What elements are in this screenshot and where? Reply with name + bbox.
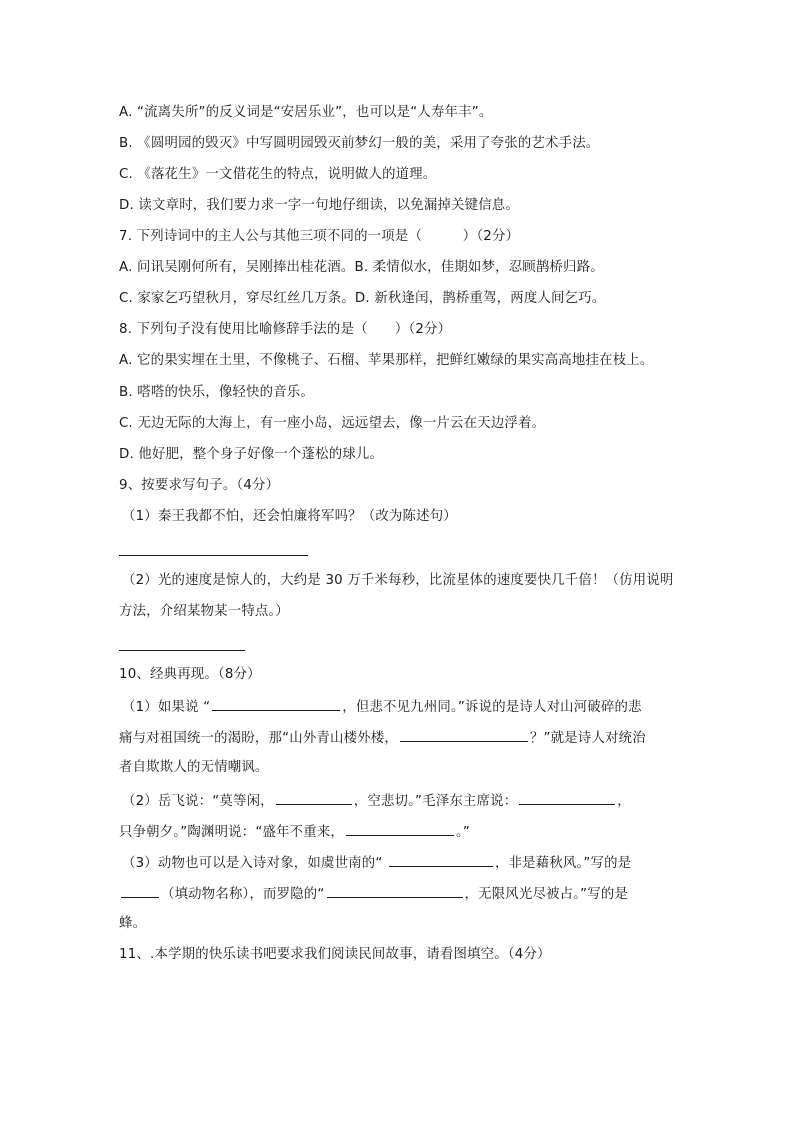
- text: （1）如果说 “: [122, 700, 211, 715]
- text: ，非是藉秋风。”写的是: [494, 856, 632, 871]
- question-8: 8. 下列句子没有使用比喻修辞手法的是（ ）（2分）: [119, 322, 452, 337]
- text: ，但悲不见九州同。”诉说的是诗人对山河破碎的悲: [342, 700, 642, 715]
- question-8-option-d: D. 他好肥，整个身子好像一个蓬松的球儿。: [119, 447, 384, 462]
- question-10-part-1-line-3: 者自欺欺人的无情嘲讽。: [119, 760, 269, 775]
- fill-blank[interactable]: [400, 728, 528, 742]
- text: ，无限风光尽被占。”写的是: [464, 887, 629, 902]
- question-9-part-2-line-1: （2）光的速度是惊人的，大约是 30 万千米每秒，比流星体的速度要快几千倍！（仿用说明: [122, 573, 674, 588]
- fill-blank[interactable]: [519, 791, 615, 805]
- question-9-part-1: （1）秦王我都不怕，还会怕廉将军吗？（改为陈述句）: [122, 509, 457, 524]
- fill-blank[interactable]: [327, 884, 463, 898]
- text: ，空悲切。”毛泽东主席说：: [353, 794, 518, 809]
- text: （填动物名称），而罗隐的“: [161, 887, 325, 902]
- fill-blank[interactable]: [389, 853, 493, 867]
- fill-blank[interactable]: [212, 697, 340, 711]
- question-7-options-ab: A. 问讯吴刚何所有，吴刚捧出桂花酒。B. 柔情似水，佳期如梦，忍顾鹊桥归路。: [119, 260, 604, 275]
- option-c-q6: C. 《落花生》一文借花生的特点，说明做人的道理。: [119, 167, 437, 182]
- question-8-option-c: C. 无边无际的大海上，有一座小岛，远远望去，像一片云在天边浮着。: [119, 416, 546, 431]
- fill-blank-animal[interactable]: [121, 884, 159, 898]
- option-b-q6: B. 《圆明园的毁灭》中写圆明园毁灭前梦幻一般的美，采用了夸张的艺术手法。: [119, 136, 600, 151]
- question-10-part-2-line-1: [122, 791, 631, 811]
- question-10-part-1-line-2: [119, 728, 646, 748]
- text: ，: [617, 794, 631, 809]
- question-10-part-2-line-2: [119, 822, 470, 842]
- text: 只争朝夕。”陶渊明说：“盛年不重来，: [119, 825, 345, 840]
- question-9-part-2-line-2: 方法，介绍某物某一特点。）: [119, 604, 289, 619]
- option-d-q6: D. 读文章时，我们要力求一字一句地仔细读，以免漏掉关键信息。: [119, 198, 519, 213]
- question-9: 9、按要求写句子。（4分）: [119, 478, 280, 493]
- question-10-part-3-line-1: [122, 853, 631, 873]
- question-7-options-cd: C. 家家乞巧望秋月，穿尽红丝几万条。D. 新秋逢闰，鹊桥重驾，两度人间乞巧。: [119, 291, 606, 306]
- text: ？”就是诗人对统治: [529, 731, 646, 746]
- answer-line-9-1[interactable]: [119, 555, 308, 556]
- option-a-q6: A. “流离失所”的反义词是“安居乐业”，也可以是“人寿年丰”。: [119, 105, 493, 120]
- question-10-part-1-line-1: [122, 697, 642, 717]
- question-10-part-3-line-2: [119, 884, 628, 904]
- question-8-option-a: A. 它的果实埋在土里，不像桃子、石榴、苹果那样，把鲜红嫩绿的果实高高地挂在枝上。: [119, 353, 654, 368]
- question-10: 10、经典再现。（8分）: [119, 667, 261, 682]
- fill-blank[interactable]: [276, 791, 352, 805]
- text: 痛与对祖国统一的渴盼，那“山外青山楼外楼，: [119, 731, 398, 746]
- question-8-option-b: B. 嗒嗒的快乐，像轻快的音乐。: [119, 385, 314, 400]
- question-10-part-3-line-3: 蜂。: [119, 916, 147, 931]
- text: （2）岳飞说：“莫等闲，: [122, 794, 274, 809]
- question-11: 11、.本学期的快乐读书吧要求我们阅读民间故事，请看图填空。（4分）: [119, 947, 551, 962]
- text: （3）动物也可以是入诗对象，如虞世南的“: [122, 856, 387, 871]
- fill-blank[interactable]: [346, 822, 454, 836]
- text: 。”: [456, 825, 471, 840]
- question-7: 7. 下列诗词中的主人公与其他三项不同的一项是（ ）（2分）: [119, 229, 520, 244]
- answer-line-9-2[interactable]: [119, 650, 245, 651]
